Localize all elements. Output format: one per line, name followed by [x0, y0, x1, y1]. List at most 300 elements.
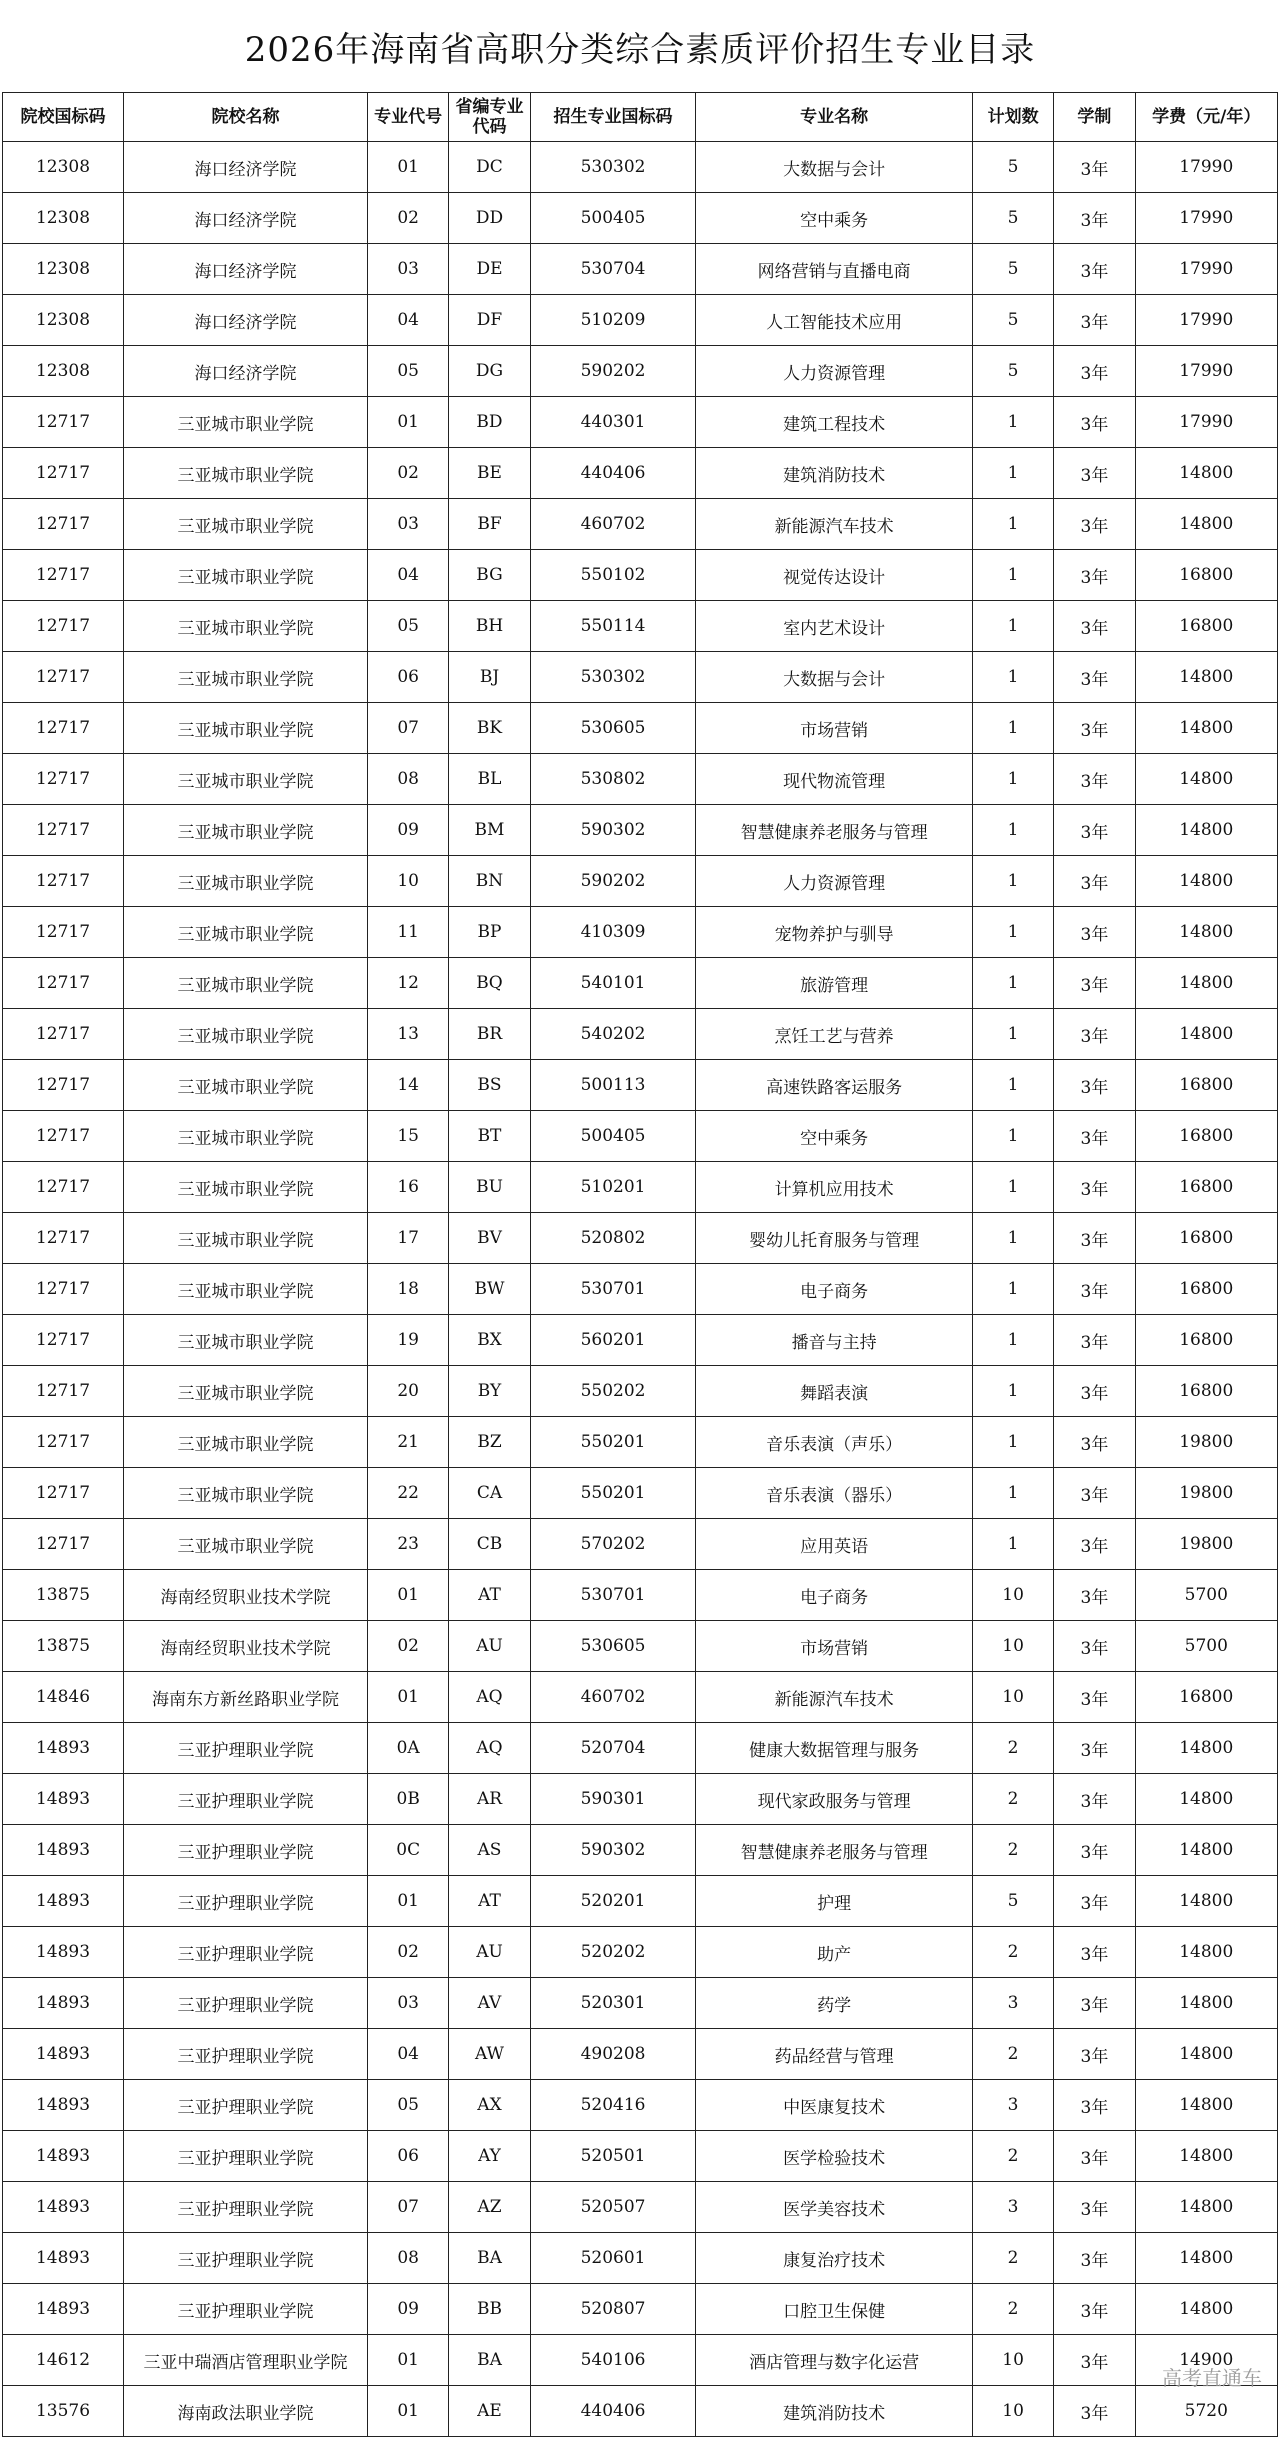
- province-code-cell: AW: [449, 2029, 530, 2080]
- major-code-cell: 540106: [530, 2335, 696, 2386]
- major-number-cell: 01: [368, 142, 449, 193]
- plan-count-cell: 1: [972, 805, 1053, 856]
- major-name-cell: 现代家政服务与管理: [696, 1774, 973, 1825]
- duration-cell: 3年: [1054, 1264, 1135, 1315]
- school-name-cell: 三亚中瑞酒店管理职业学院: [123, 2335, 367, 2386]
- major-code-cell: 520301: [530, 1978, 696, 2029]
- duration-cell: 3年: [1054, 1570, 1135, 1621]
- duration-cell: 3年: [1054, 652, 1135, 703]
- province-code-cell: DF: [449, 295, 530, 346]
- plan-count-cell: 2: [972, 1825, 1053, 1876]
- major-name-cell: 室内艺术设计: [696, 601, 973, 652]
- column-header: 学费（元/年）: [1135, 93, 1277, 142]
- major-code-cell: 460702: [530, 1672, 696, 1723]
- tuition-cell: 5700: [1135, 1621, 1277, 1672]
- table-row: [3, 1315, 1278, 1366]
- major-number-cell: 02: [368, 448, 449, 499]
- tuition-cell: 14800: [1135, 1774, 1277, 1825]
- duration-cell: 3年: [1054, 1876, 1135, 1927]
- plan-count-cell: 1: [972, 1519, 1053, 1570]
- major-name-cell: 新能源汽车技术: [696, 499, 973, 550]
- school-code-cell: 14612: [3, 2335, 124, 2386]
- school-name-cell: 三亚城市职业学院: [123, 754, 367, 805]
- major-number-cell: 0B: [368, 1774, 449, 1825]
- plan-count-cell: 5: [972, 142, 1053, 193]
- province-code-cell: BW: [449, 1264, 530, 1315]
- duration-cell: 3年: [1054, 550, 1135, 601]
- plan-count-cell: 1: [972, 499, 1053, 550]
- plan-count-cell: 1: [972, 1366, 1053, 1417]
- tuition-cell: 16800: [1135, 1060, 1277, 1111]
- school-code-cell: 12717: [3, 499, 124, 550]
- table-row: [3, 1162, 1278, 1213]
- school-code-cell: 12717: [3, 601, 124, 652]
- tuition-cell: 14800: [1135, 805, 1277, 856]
- school-name-cell: 三亚护理职业学院: [123, 2233, 367, 2284]
- province-code-cell: AS: [449, 1825, 530, 1876]
- tuition-cell: 14800: [1135, 2233, 1277, 2284]
- major-name-cell: 音乐表演（器乐）: [696, 1468, 973, 1519]
- table-row: [3, 1876, 1278, 1927]
- school-name-cell: 三亚城市职业学院: [123, 499, 367, 550]
- plan-count-cell: 1: [972, 550, 1053, 601]
- school-code-cell: 14893: [3, 2182, 124, 2233]
- major-number-cell: 0C: [368, 1825, 449, 1876]
- major-code-cell: 500405: [530, 1111, 696, 1162]
- major-name-cell: 建筑消防技术: [696, 448, 973, 499]
- school-code-cell: 12717: [3, 958, 124, 1009]
- school-code-cell: 12717: [3, 703, 124, 754]
- tuition-cell: 16800: [1135, 550, 1277, 601]
- province-code-cell: AY: [449, 2131, 530, 2182]
- school-code-cell: 12717: [3, 1468, 124, 1519]
- province-code-cell: DD: [449, 193, 530, 244]
- major-number-cell: 06: [368, 2131, 449, 2182]
- tuition-cell: 14800: [1135, 958, 1277, 1009]
- table-row: [3, 550, 1278, 601]
- major-code-cell: 410309: [530, 907, 696, 958]
- tuition-cell: 14800: [1135, 2080, 1277, 2131]
- table-row: [3, 1927, 1278, 1978]
- school-code-cell: 12717: [3, 1366, 124, 1417]
- plan-count-cell: 1: [972, 958, 1053, 1009]
- school-code-cell: 12717: [3, 754, 124, 805]
- school-name-cell: 三亚城市职业学院: [123, 652, 367, 703]
- plan-count-cell: 2: [972, 2284, 1053, 2335]
- major-code-cell: 530701: [530, 1264, 696, 1315]
- duration-cell: 3年: [1054, 244, 1135, 295]
- plan-count-cell: 10: [972, 1672, 1053, 1723]
- school-name-cell: 海南东方新丝路职业学院: [123, 1672, 367, 1723]
- duration-cell: 3年: [1054, 907, 1135, 958]
- tuition-cell: 17990: [1135, 295, 1277, 346]
- plan-count-cell: 5: [972, 244, 1053, 295]
- school-name-cell: 三亚城市职业学院: [123, 1162, 367, 1213]
- province-code-cell: AQ: [449, 1723, 530, 1774]
- school-code-cell: 12717: [3, 448, 124, 499]
- plan-count-cell: 1: [972, 1417, 1053, 1468]
- major-code-cell: 530701: [530, 1570, 696, 1621]
- tuition-cell: 14800: [1135, 2284, 1277, 2335]
- plan-count-cell: 1: [972, 1111, 1053, 1162]
- duration-cell: 3年: [1054, 142, 1135, 193]
- major-number-cell: 18: [368, 1264, 449, 1315]
- duration-cell: 3年: [1054, 2029, 1135, 2080]
- duration-cell: 3年: [1054, 1825, 1135, 1876]
- table-row: [3, 856, 1278, 907]
- province-code-cell: BA: [449, 2335, 530, 2386]
- table-row: [3, 958, 1278, 1009]
- major-number-cell: 12: [368, 958, 449, 1009]
- major-name-cell: 建筑消防技术: [696, 2386, 973, 2437]
- major-name-cell: 建筑工程技术: [696, 397, 973, 448]
- province-code-cell: BQ: [449, 958, 530, 1009]
- school-name-cell: 三亚城市职业学院: [123, 448, 367, 499]
- column-header: 招生专业国标码: [530, 93, 696, 142]
- tuition-cell: 16800: [1135, 1315, 1277, 1366]
- tuition-cell: 17990: [1135, 397, 1277, 448]
- major-code-cell: 440406: [530, 2386, 696, 2437]
- major-name-cell: 中医康复技术: [696, 2080, 973, 2131]
- school-name-cell: 三亚护理职业学院: [123, 2029, 367, 2080]
- table-row: [3, 448, 1278, 499]
- duration-cell: 3年: [1054, 397, 1135, 448]
- plan-count-cell: 1: [972, 1315, 1053, 1366]
- tuition-cell: 19800: [1135, 1468, 1277, 1519]
- school-code-cell: 12308: [3, 295, 124, 346]
- tuition-cell: 14800: [1135, 1825, 1277, 1876]
- tuition-cell: 16800: [1135, 1264, 1277, 1315]
- major-name-cell: 婴幼儿托育服务与管理: [696, 1213, 973, 1264]
- major-name-cell: 视觉传达设计: [696, 550, 973, 601]
- watermark: 高考直通车: [1162, 2366, 1262, 2390]
- major-name-cell: 健康大数据管理与服务: [696, 1723, 973, 1774]
- school-name-cell: 三亚护理职业学院: [123, 1825, 367, 1876]
- school-code-cell: 14893: [3, 1978, 124, 2029]
- major-number-cell: 01: [368, 2386, 449, 2437]
- duration-cell: 3年: [1054, 499, 1135, 550]
- major-number-cell: 05: [368, 346, 449, 397]
- plan-count-cell: 5: [972, 295, 1053, 346]
- major-name-cell: 智慧健康养老服务与管理: [696, 805, 973, 856]
- duration-cell: 3年: [1054, 346, 1135, 397]
- major-code-cell: 510201: [530, 1162, 696, 1213]
- major-code-cell: 520601: [530, 2233, 696, 2284]
- major-code-cell: 590302: [530, 805, 696, 856]
- plan-count-cell: 1: [972, 652, 1053, 703]
- major-name-cell: 烹饪工艺与营养: [696, 1009, 973, 1060]
- major-number-cell: 0A: [368, 1723, 449, 1774]
- tuition-cell: 14900: [1135, 2335, 1277, 2386]
- duration-cell: 3年: [1054, 1978, 1135, 2029]
- major-number-cell: 03: [368, 244, 449, 295]
- duration-cell: 3年: [1054, 1621, 1135, 1672]
- plan-count-cell: 3: [972, 2080, 1053, 2131]
- province-code-cell: CB: [449, 1519, 530, 1570]
- tuition-cell: 19800: [1135, 1417, 1277, 1468]
- major-number-cell: 04: [368, 2029, 449, 2080]
- table-row: [3, 1009, 1278, 1060]
- major-code-cell: 530302: [530, 652, 696, 703]
- major-name-cell: 酒店管理与数字化运营: [696, 2335, 973, 2386]
- major-name-cell: 应用英语: [696, 1519, 973, 1570]
- duration-cell: 3年: [1054, 1009, 1135, 1060]
- tuition-cell: 14800: [1135, 499, 1277, 550]
- table-row: [3, 499, 1278, 550]
- plan-count-cell: 1: [972, 1009, 1053, 1060]
- plan-count-cell: 2: [972, 2131, 1053, 2182]
- major-name-cell: 智慧健康养老服务与管理: [696, 1825, 973, 1876]
- plan-count-cell: 2: [972, 1774, 1053, 1825]
- duration-cell: 3年: [1054, 2335, 1135, 2386]
- school-name-cell: 海口经济学院: [123, 193, 367, 244]
- school-name-cell: 三亚城市职业学院: [123, 856, 367, 907]
- province-code-cell: AE: [449, 2386, 530, 2437]
- school-code-cell: 14893: [3, 1927, 124, 1978]
- school-code-cell: 12308: [3, 193, 124, 244]
- major-code-cell: 530704: [530, 244, 696, 295]
- school-code-cell: 12717: [3, 1009, 124, 1060]
- plan-count-cell: 1: [972, 1468, 1053, 1519]
- province-code-cell: BS: [449, 1060, 530, 1111]
- tuition-cell: 14800: [1135, 1876, 1277, 1927]
- school-code-cell: 12717: [3, 1264, 124, 1315]
- duration-cell: 3年: [1054, 601, 1135, 652]
- plan-count-cell: 2: [972, 2233, 1053, 2284]
- duration-cell: 3年: [1054, 1927, 1135, 1978]
- tuition-cell: 16800: [1135, 601, 1277, 652]
- school-name-cell: 三亚城市职业学院: [123, 1111, 367, 1162]
- tuition-cell: 14800: [1135, 652, 1277, 703]
- province-code-cell: AR: [449, 1774, 530, 1825]
- school-name-cell: 三亚城市职业学院: [123, 1315, 367, 1366]
- major-name-cell: 网络营销与直播电商: [696, 244, 973, 295]
- table-row: [3, 2284, 1278, 2335]
- school-code-cell: 14893: [3, 2284, 124, 2335]
- plan-count-cell: 5: [972, 346, 1053, 397]
- school-name-cell: 海南经贸职业技术学院: [123, 1570, 367, 1621]
- table-row: [3, 397, 1278, 448]
- table-row: [3, 2029, 1278, 2080]
- table-row: [3, 295, 1278, 346]
- table-body: [3, 142, 1278, 2437]
- tuition-cell: 14800: [1135, 1927, 1277, 1978]
- plan-count-cell: 1: [972, 907, 1053, 958]
- duration-cell: 3年: [1054, 1111, 1135, 1162]
- table-row: [3, 2386, 1278, 2437]
- major-number-cell: 01: [368, 1876, 449, 1927]
- plan-count-cell: 1: [972, 1213, 1053, 1264]
- school-code-cell: 14893: [3, 1723, 124, 1774]
- school-name-cell: 海口经济学院: [123, 142, 367, 193]
- school-name-cell: 三亚城市职业学院: [123, 1009, 367, 1060]
- school-code-cell: 14893: [3, 2080, 124, 2131]
- major-code-cell: 510209: [530, 295, 696, 346]
- school-code-cell: 13576: [3, 2386, 124, 2437]
- school-name-cell: 海南经贸职业技术学院: [123, 1621, 367, 1672]
- province-code-cell: CA: [449, 1468, 530, 1519]
- major-code-cell: 500405: [530, 193, 696, 244]
- province-code-cell: BV: [449, 1213, 530, 1264]
- school-name-cell: 三亚护理职业学院: [123, 2080, 367, 2131]
- table-row: [3, 1060, 1278, 1111]
- major-number-cell: 21: [368, 1417, 449, 1468]
- major-code-cell: 440406: [530, 448, 696, 499]
- duration-cell: 3年: [1054, 2080, 1135, 2131]
- school-name-cell: 三亚护理职业学院: [123, 2131, 367, 2182]
- major-name-cell: 助产: [696, 1927, 973, 1978]
- major-name-cell: 康复治疗技术: [696, 2233, 973, 2284]
- school-name-cell: 三亚城市职业学院: [123, 1213, 367, 1264]
- major-number-cell: 15: [368, 1111, 449, 1162]
- school-code-cell: 12717: [3, 1519, 124, 1570]
- major-code-cell: 550201: [530, 1417, 696, 1468]
- province-code-cell: BP: [449, 907, 530, 958]
- major-number-cell: 17: [368, 1213, 449, 1264]
- major-code-cell: 520201: [530, 1876, 696, 1927]
- school-name-cell: 三亚护理职业学院: [123, 1978, 367, 2029]
- school-code-cell: 12717: [3, 397, 124, 448]
- school-code-cell: 14893: [3, 1774, 124, 1825]
- province-code-cell: AQ: [449, 1672, 530, 1723]
- table-row: [3, 652, 1278, 703]
- school-code-cell: 12717: [3, 907, 124, 958]
- duration-cell: 3年: [1054, 295, 1135, 346]
- major-code-cell: 460702: [530, 499, 696, 550]
- column-header: 专业代号: [368, 93, 449, 142]
- table-row: [3, 1519, 1278, 1570]
- plan-count-cell: 1: [972, 397, 1053, 448]
- major-code-cell: 530302: [530, 142, 696, 193]
- school-name-cell: 三亚城市职业学院: [123, 1519, 367, 1570]
- table-row: [3, 346, 1278, 397]
- province-code-cell: BG: [449, 550, 530, 601]
- school-name-cell: 三亚护理职业学院: [123, 2284, 367, 2335]
- major-number-cell: 13: [368, 1009, 449, 1060]
- tuition-cell: 14800: [1135, 856, 1277, 907]
- major-code-cell: 540101: [530, 958, 696, 1009]
- tuition-cell: 16800: [1135, 1162, 1277, 1213]
- school-code-cell: 14893: [3, 1825, 124, 1876]
- duration-cell: 3年: [1054, 2284, 1135, 2335]
- major-number-cell: 14: [368, 1060, 449, 1111]
- duration-cell: 3年: [1054, 1162, 1135, 1213]
- tuition-cell: 14800: [1135, 2131, 1277, 2182]
- table-row: [3, 193, 1278, 244]
- duration-cell: 3年: [1054, 2131, 1135, 2182]
- school-code-cell: 12717: [3, 1213, 124, 1264]
- province-code-cell: BY: [449, 1366, 530, 1417]
- major-number-cell: 02: [368, 1621, 449, 1672]
- major-name-cell: 药学: [696, 1978, 973, 2029]
- tuition-cell: 14800: [1135, 448, 1277, 499]
- major-number-cell: 05: [368, 2080, 449, 2131]
- table-row: [3, 1621, 1278, 1672]
- school-name-cell: 三亚城市职业学院: [123, 805, 367, 856]
- major-number-cell: 07: [368, 2182, 449, 2233]
- province-code-cell: AU: [449, 1927, 530, 1978]
- major-number-cell: 08: [368, 754, 449, 805]
- major-name-cell: 大数据与会计: [696, 652, 973, 703]
- major-code-cell: 590202: [530, 856, 696, 907]
- major-name-cell: 旅游管理: [696, 958, 973, 1009]
- tuition-cell: 16800: [1135, 1672, 1277, 1723]
- major-code-cell: 530605: [530, 703, 696, 754]
- major-number-cell: 19: [368, 1315, 449, 1366]
- major-number-cell: 01: [368, 1570, 449, 1621]
- duration-cell: 3年: [1054, 1519, 1135, 1570]
- duration-cell: 3年: [1054, 1060, 1135, 1111]
- major-name-cell: 现代物流管理: [696, 754, 973, 805]
- duration-cell: 3年: [1054, 1315, 1135, 1366]
- duration-cell: 3年: [1054, 958, 1135, 1009]
- table-row: [3, 754, 1278, 805]
- duration-cell: 3年: [1054, 1774, 1135, 1825]
- major-name-cell: 音乐表演（声乐）: [696, 1417, 973, 1468]
- tuition-cell: 17990: [1135, 346, 1277, 397]
- major-number-cell: 22: [368, 1468, 449, 1519]
- table-row: [3, 1978, 1278, 2029]
- province-code-cell: BX: [449, 1315, 530, 1366]
- major-code-cell: 520202: [530, 1927, 696, 1978]
- plan-count-cell: 1: [972, 754, 1053, 805]
- province-code-cell: BL: [449, 754, 530, 805]
- major-number-cell: 03: [368, 1978, 449, 2029]
- table-row: [3, 2080, 1278, 2131]
- major-code-cell: 520807: [530, 2284, 696, 2335]
- major-code-cell: 550114: [530, 601, 696, 652]
- tuition-cell: 16800: [1135, 1111, 1277, 1162]
- major-name-cell: 人力资源管理: [696, 346, 973, 397]
- province-code-cell: BT: [449, 1111, 530, 1162]
- major-name-cell: 药品经营与管理: [696, 2029, 973, 2080]
- column-header: 计划数: [972, 93, 1053, 142]
- major-code-cell: 550201: [530, 1468, 696, 1519]
- plan-count-cell: 1: [972, 448, 1053, 499]
- province-code-cell: AT: [449, 1570, 530, 1621]
- plan-count-cell: 1: [972, 703, 1053, 754]
- school-code-cell: 14893: [3, 1876, 124, 1927]
- major-number-cell: 03: [368, 499, 449, 550]
- major-name-cell: 空中乘务: [696, 1111, 973, 1162]
- school-code-cell: 12308: [3, 142, 124, 193]
- province-code-cell: BN: [449, 856, 530, 907]
- major-code-cell: 530802: [530, 754, 696, 805]
- province-code-cell: AX: [449, 2080, 530, 2131]
- province-code-cell: BU: [449, 1162, 530, 1213]
- plan-count-cell: 10: [972, 1621, 1053, 1672]
- major-number-cell: 06: [368, 652, 449, 703]
- major-name-cell: 口腔卫生保健: [696, 2284, 973, 2335]
- major-number-cell: 02: [368, 1927, 449, 1978]
- school-name-cell: 三亚护理职业学院: [123, 1876, 367, 1927]
- plan-count-cell: 10: [972, 1570, 1053, 1621]
- plan-count-cell: 1: [972, 1264, 1053, 1315]
- school-name-cell: 三亚城市职业学院: [123, 550, 367, 601]
- duration-cell: 3年: [1054, 1366, 1135, 1417]
- table-row: [3, 2233, 1278, 2284]
- province-code-cell: AZ: [449, 2182, 530, 2233]
- province-code-cell: AT: [449, 1876, 530, 1927]
- plan-count-cell: 2: [972, 2029, 1053, 2080]
- table-row: [3, 907, 1278, 958]
- school-name-cell: 三亚城市职业学院: [123, 1060, 367, 1111]
- major-name-cell: 播音与主持: [696, 1315, 973, 1366]
- major-number-cell: 01: [368, 397, 449, 448]
- table-row: [3, 2131, 1278, 2182]
- duration-cell: 3年: [1054, 856, 1135, 907]
- province-code-cell: BA: [449, 2233, 530, 2284]
